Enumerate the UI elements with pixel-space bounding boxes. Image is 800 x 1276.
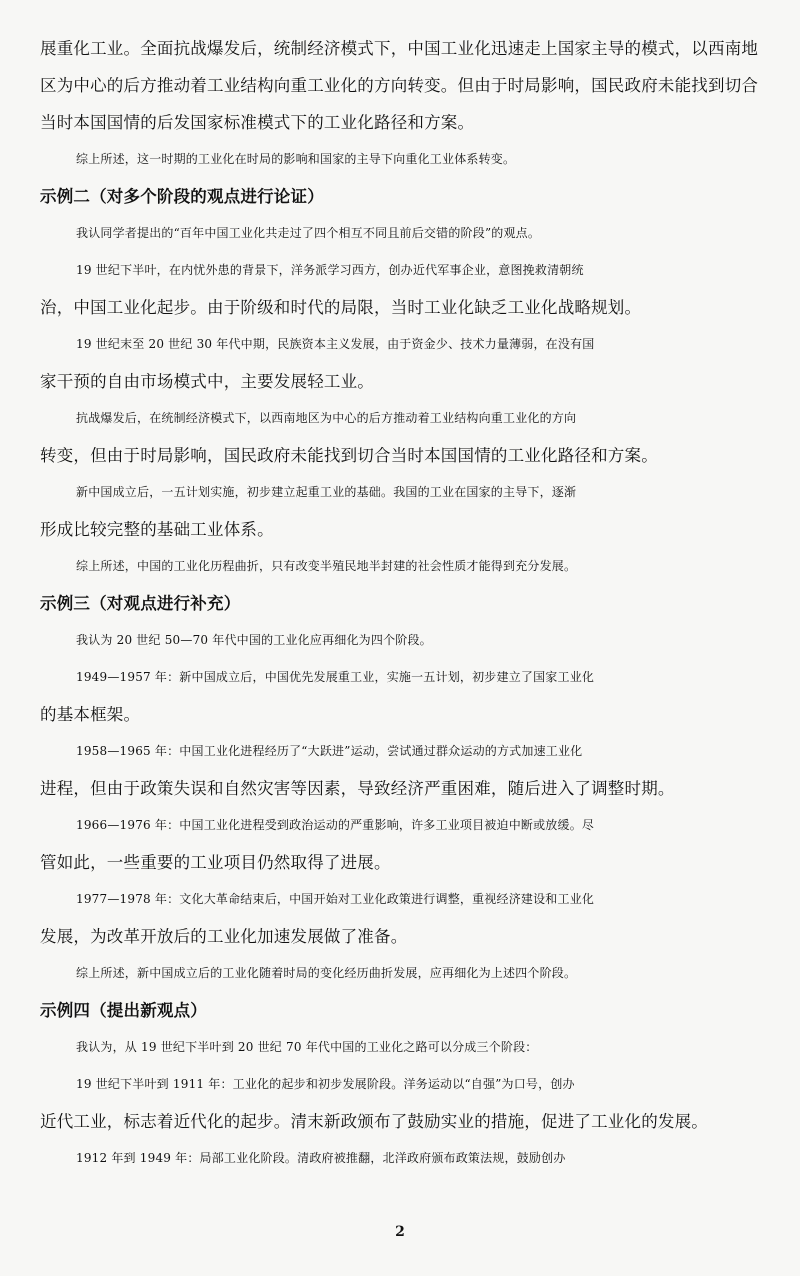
text-line: 综上所述，这一时期的工业化在时局的影响和国家的主导下向重化工业体系转变。 — [76, 152, 516, 166]
text-line: 管如此，一些重要的工业项目仍然取得了进展。 — [40, 853, 391, 872]
text-line: 综上所述，新中国成立后的工业化随着时局的变化经历曲折发展，应再细化为上述四个阶段。 — [76, 966, 577, 980]
text-line: 综上所述，中国的工业化历程曲折，只有改变半殖民地半封建的社会性质才能得到充分发展。 — [76, 559, 577, 573]
text-line: 19 世纪末至 20 世纪 30 年代中期，民族资本主义发展，由于资金少、技术力量薄弱，在没有国 — [76, 337, 595, 351]
text-line: 新中国成立后，一五计划实施，初步建立起重工业的基础。我国的工业在国家的主导下，逐渐 — [76, 485, 577, 499]
text-line: 展重化工业。全面抗战爆发后，统制经济模式下，中国工业化迅速走上国家主导的模式，以西南地 — [40, 39, 759, 58]
text-line: 我认为 20 世纪 50—70 年代中国的工业化应再细化为四个阶段。 — [76, 633, 432, 647]
text-line: 1949—1957 年：新中国成立后，中国优先发展重工业，实施一五计划，初步建立了国家工业化 — [76, 670, 595, 684]
text-line: 区为中心的后方推动着工业结构向重工业化的方向转变。但由于时局影响，国民政府未能找到切合 — [40, 76, 759, 95]
text-line: 1977—1978 年：文化大革命结束后，中国开始对工业化政策进行调整，重视经济建设和工业化 — [76, 892, 595, 906]
text-line: 我认同学者提出的“百年中国工业化共走过了四个相互不同且前后交错的阶段”的观点。 — [76, 226, 541, 240]
text-line: 抗战爆发后，在统制经济模式下，以西南地区为中心的后方推动着工业结构向重工业化的方向 — [76, 411, 577, 425]
text-line: 发展，为改革开放后的工业化加速发展做了准备。 — [40, 927, 408, 946]
text-line: 家干预的自由市场模式中，主要发展轻工业。 — [40, 372, 374, 391]
text-line: 19 世纪下半叶到 1911 年：工业化的起步和初步发展阶段。洋务运动以“自强”为口号，创办 — [76, 1077, 575, 1091]
text-line: 的基本框架。 — [40, 705, 141, 724]
text-line: 当时本国国情的后发国家标准模式下的工业化路径和方案。 — [40, 113, 475, 132]
section-heading: 示例四（提出新观点） — [40, 1001, 207, 1020]
page-number: 2 — [395, 1224, 405, 1240]
text-line: 近代工业，标志着近代化的起步。清末新政颁布了鼓励实业的措施，促进了工业化的发展。 — [40, 1112, 708, 1131]
text-line: 治，中国工业化起步。由于阶级和时代的局限，当时工业化缺乏工业化战略规划。 — [40, 298, 642, 317]
text-line: 1912 年到 1949 年：局部工业化阶段。清政府被推翻，北洋政府颁布政策法规，鼓励创办 — [76, 1151, 566, 1165]
body-text — [40, 38, 764, 1169]
text-line: 转变，但由于时局影响，国民政府未能找到切合当时本国国情的工业化路径和方案。 — [40, 446, 658, 465]
text-line: 形成比较完整的基础工业体系。 — [40, 520, 274, 539]
text-line: 1958—1965 年：中国工业化进程经历了“大跃进”运动，尝试通过群众运动的方式加速工业化 — [76, 744, 583, 758]
text-line: 19 世纪下半叶，在内忧外患的背景下，洋务派学习西方，创办近代军事企业，意图挽救清朝统 — [76, 263, 584, 277]
text-line: 1966—1976 年：中国工业化进程受到政治运动的严重影响，许多工业项目被迫中断或放缓。尽 — [76, 818, 595, 832]
section-heading: 示例三（对观点进行补充） — [40, 594, 241, 613]
section-heading: 示例二（对多个阶段的观点进行论证） — [40, 187, 324, 206]
text-line: 我认为，从 19 世纪下半叶到 20 世纪 70 年代中国的工业化之路可以分成三个阶段： — [76, 1040, 538, 1054]
text-line: 进程，但由于政策失误和自然灾害等因素，导致经济严重困难，随后进入了调整时期。 — [40, 779, 675, 798]
